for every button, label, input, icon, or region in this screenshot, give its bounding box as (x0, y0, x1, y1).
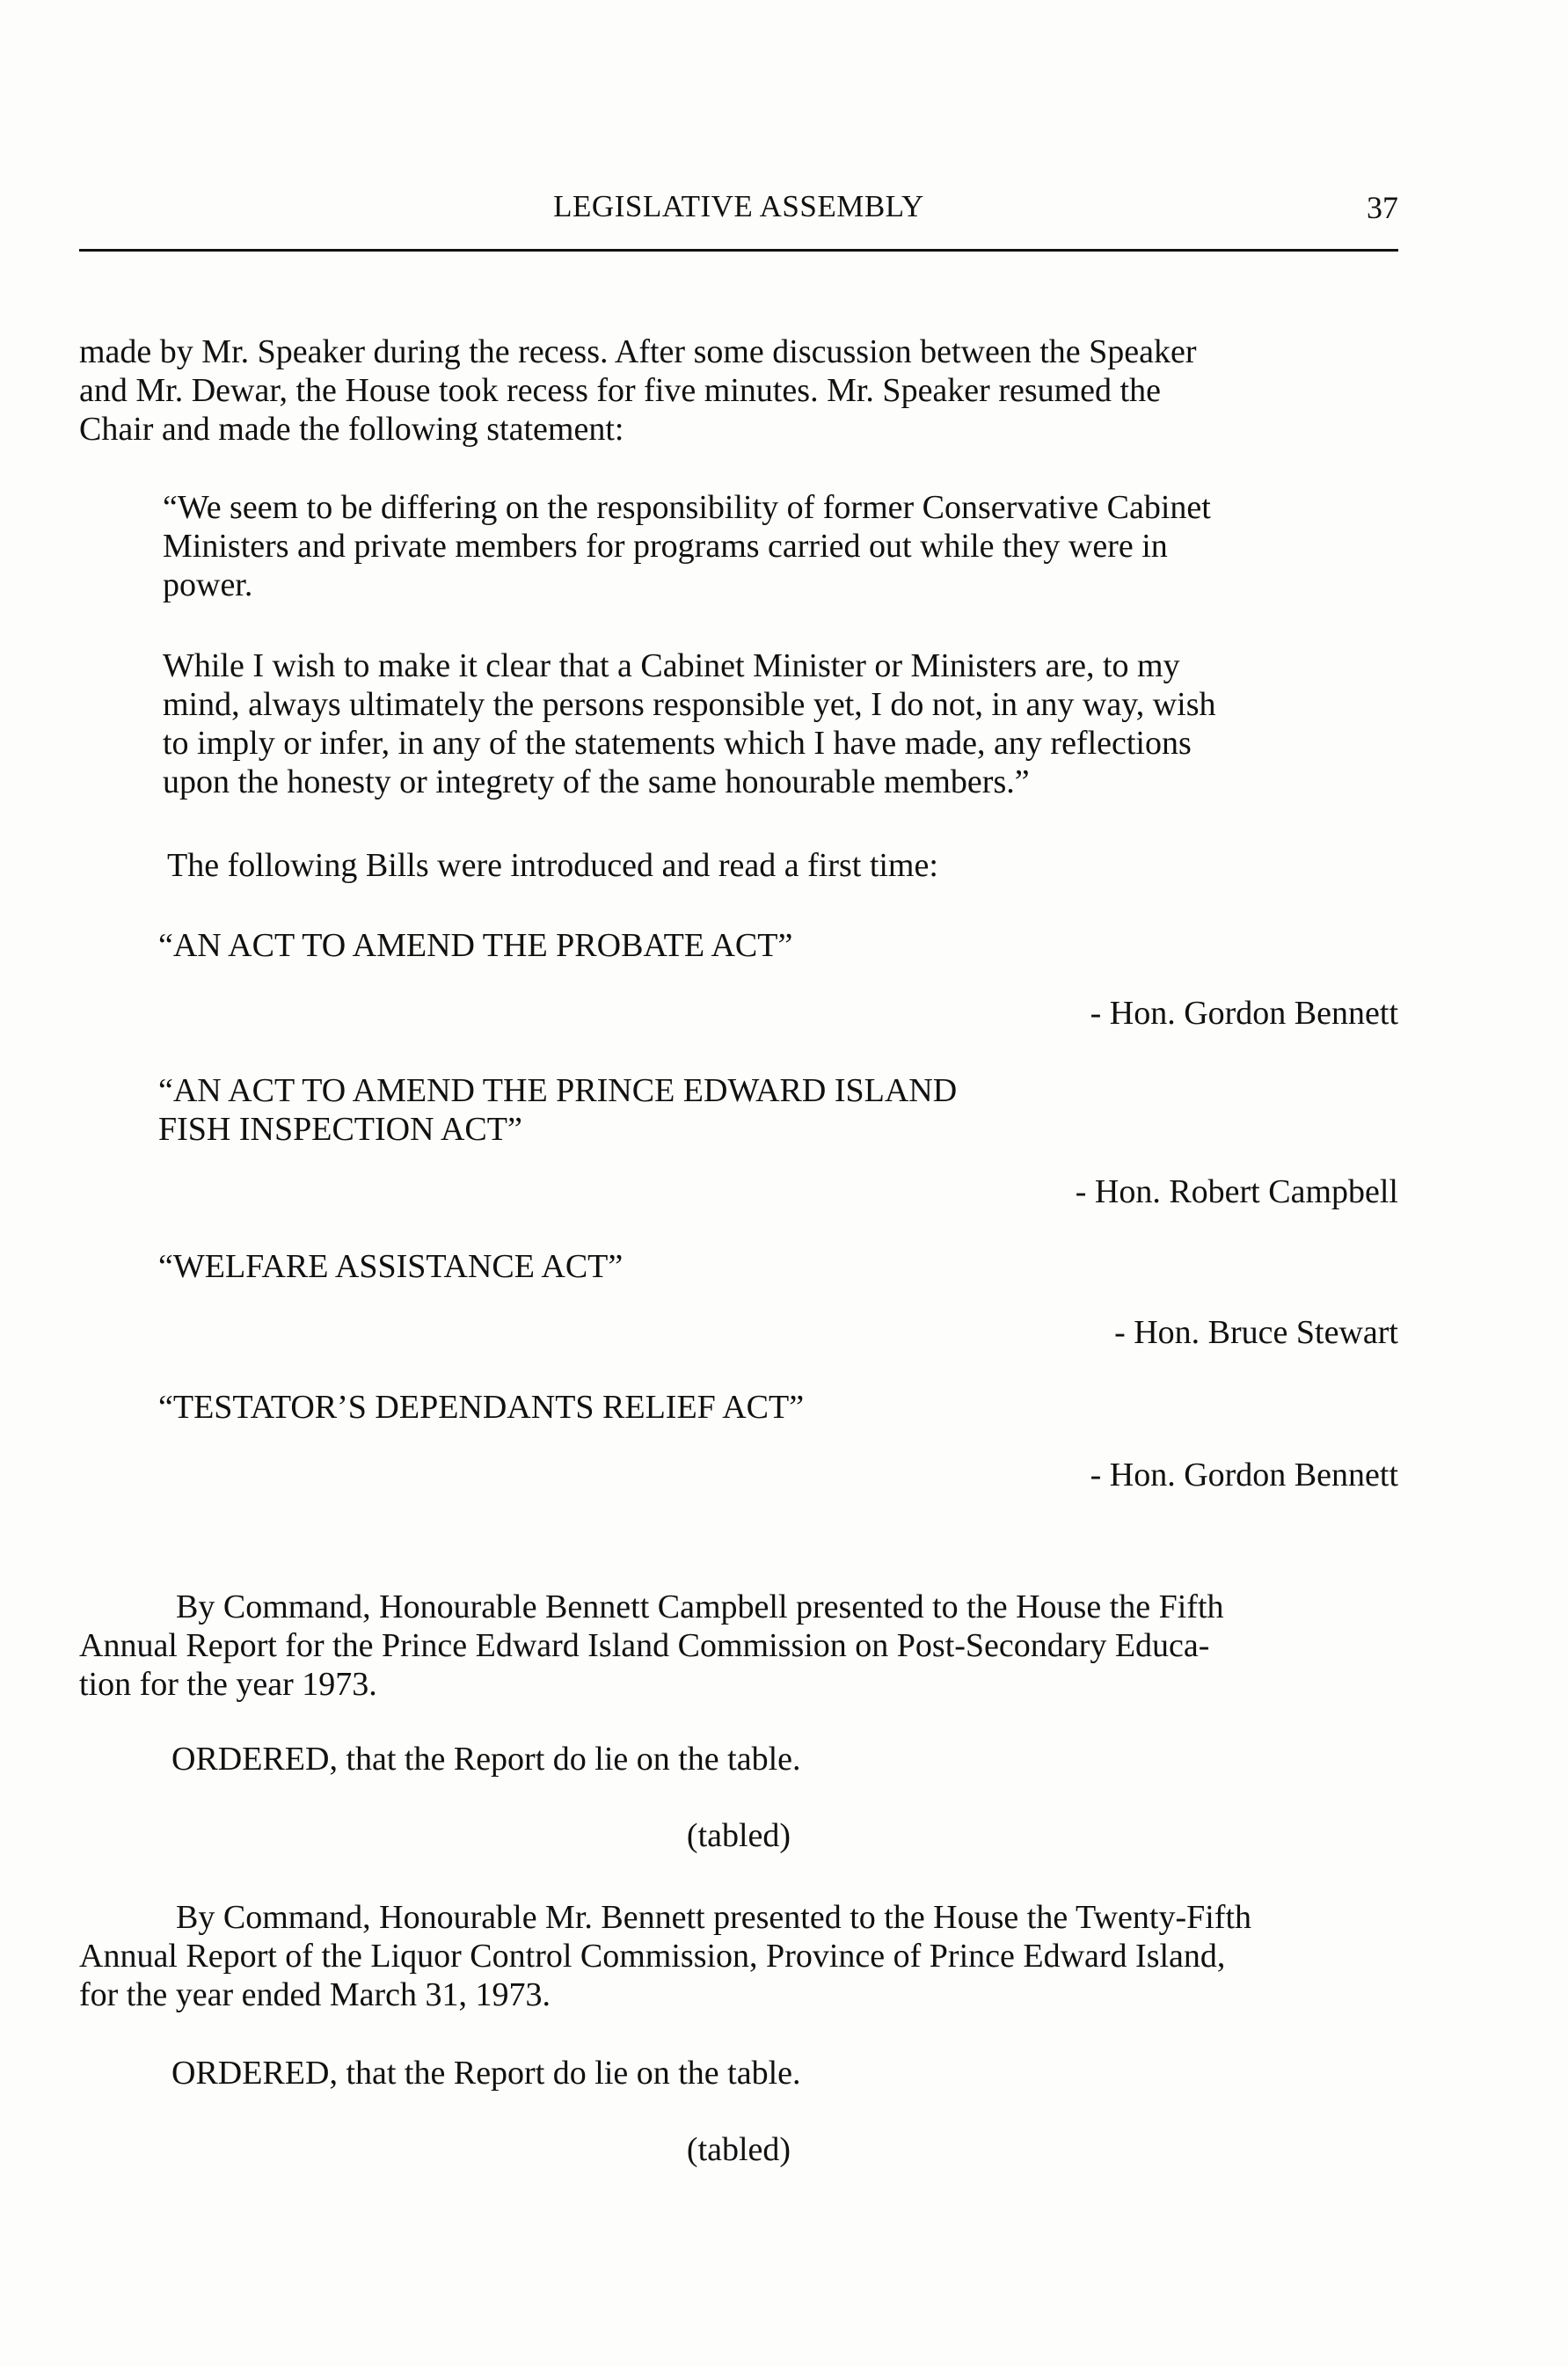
bill-sponsor: - Hon. Robert Campbell (1075, 1173, 1398, 1210)
header-rule (79, 249, 1398, 252)
report-paragraph: By Command, Honourable Mr. Bennett presented to the House the Twenty-Fifth Annual Report of the Liquor Control Commission, Province of Prince Edward Island, for the year ended March 31, 1973. (79, 1899, 1251, 2013)
page-header (79, 189, 1398, 242)
bill-title: “TESTATOR’S DEPENDANTS RELIEF ACT” (158, 1389, 805, 1426)
tabled-note: (tabled) (686, 1817, 791, 1854)
page-title: LEGISLATIVE ASSEMBLY (553, 189, 924, 223)
report-paragraph: By Command, Honourable Bennett Campbell presented to the House the Fifth Annual Report for the Prince Edward Island Commission on Post-Secondary Educa- tion for the year 1973. (79, 1588, 1224, 1703)
bill-title: “WELFARE ASSISTANCE ACT” (158, 1248, 624, 1285)
bill-sponsor: - Hon. Gordon Bennett (1090, 1457, 1398, 1493)
opening-paragraph: made by Mr. Speaker during the recess. After some discussion between the Speaker and Mr. Dewar, the House took recess for five minutes. Mr. Speaker resumed the Chair and made the following statement: (79, 333, 1197, 448)
ordered-line: ORDERED, that the Report do lie on the table. (171, 2055, 801, 2092)
page-number: 37 (1367, 190, 1398, 225)
ordered-line: ORDERED, that the Report do lie on the table. (171, 1741, 801, 1778)
tabled-note: (tabled) (686, 2131, 791, 2168)
bill-title: “AN ACT TO AMEND THE PRINCE EDWARD ISLAND FISH INSPECTION ACT” (158, 1072, 958, 1148)
bills-intro: The following Bills were introduced and read a first time: (167, 847, 938, 884)
bill-sponsor: - Hon. Bruce Stewart (1114, 1314, 1398, 1351)
statement-paragraph: While I wish to make it clear that a Cabinet Minister or Ministers are, to my mind, always ultimately the persons responsible yet, I do not, in any way, wish to imply or infer, in any of the statements which I have made, any reflections upon the honesty or integrety of the same honourable members.” (163, 647, 1216, 800)
bill-sponsor: - Hon. Gordon Bennett (1090, 995, 1398, 1032)
bill-title: “AN ACT TO AMEND THE PROBATE ACT” (158, 927, 793, 964)
statement-paragraph: “We seem to be differing on the responsibility of former Conservative Cabinet Ministers and private members for programs carried out while they were in power. (163, 489, 1211, 603)
